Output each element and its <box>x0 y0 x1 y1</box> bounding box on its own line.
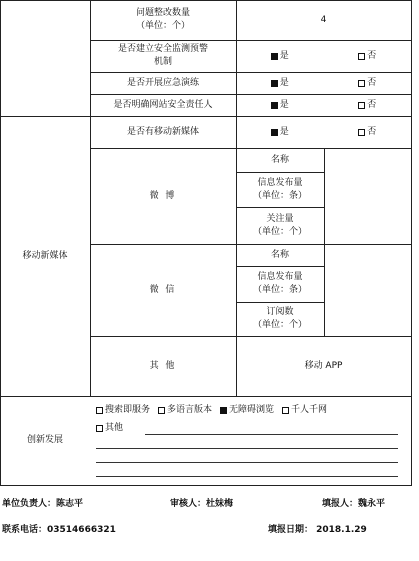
has-new-media-label: 是否有移动新媒体 <box>126 126 199 137</box>
checkbox-checked-icon <box>271 129 278 136</box>
unit-leader: 单位负责人：陈志平 <box>2 499 84 509</box>
checkbox-checked-icon <box>220 407 227 414</box>
checkbox-empty-icon <box>96 407 103 414</box>
emergency-drill-yes[interactable] <box>271 77 289 90</box>
weixin-name-label: 名称 <box>270 249 289 260</box>
emergency-drill-label: 是否开展应急演练 <box>126 77 199 88</box>
option-yes-label: 是 <box>279 126 289 137</box>
fill-date: 填报日期： 2018.1.29 <box>268 525 367 535</box>
reviewer: 审核人：杜妹梅 <box>170 499 234 509</box>
innovation-other-label: 其他 <box>105 422 124 433</box>
has-new-media-options <box>236 116 411 148</box>
checkbox-checked-icon <box>271 102 278 109</box>
weixin-label: 微 信 <box>149 284 177 295</box>
checkbox-empty-icon <box>158 407 165 414</box>
weixin-subscribe-line2: （单位：个） <box>252 320 307 330</box>
personalized-label: 千人千网 <box>291 404 328 415</box>
rectify-count-label <box>90 0 236 40</box>
innovation-options <box>92 402 410 418</box>
weixin-subscribe-value[interactable] <box>324 302 411 336</box>
rectify-count-label-line1: 问题整改数量 <box>135 8 190 18</box>
filler: 填报人：魏永平 <box>322 499 386 509</box>
grid-line <box>411 0 412 485</box>
weibo-label: 微 博 <box>149 190 177 201</box>
innovation-blank-line[interactable] <box>96 462 398 463</box>
weibo-publish-line2: （单位：条） <box>252 190 307 201</box>
monitor-warning-label-line2: 机制 <box>153 57 172 67</box>
checkbox-empty-icon <box>358 53 365 60</box>
weibo-follow-line1: 关注量 <box>266 213 294 224</box>
innovation-blank-line[interactable] <box>96 448 398 449</box>
safety-person-options <box>236 94 411 116</box>
rectify-count-value[interactable]: 4 <box>320 14 327 25</box>
weixin-name-value[interactable] <box>324 244 411 266</box>
rectify-count-label-line2: （单位：个） <box>135 21 190 31</box>
weibo-publish-label <box>236 172 324 207</box>
option-no-label: 否 <box>367 126 377 137</box>
personalized-option[interactable] <box>282 404 327 417</box>
option-no-label: 否 <box>367 99 377 110</box>
option-yes-label: 是 <box>279 77 289 88</box>
grid-line <box>0 485 412 486</box>
weibo-follow-value[interactable] <box>324 207 411 244</box>
accessibility-option[interactable] <box>220 404 274 417</box>
mobile-media-section-label: 移动新媒体 <box>22 250 68 261</box>
contact-phone: 联系电话：03514666321 <box>2 525 116 535</box>
checkbox-empty-icon <box>96 425 103 432</box>
search-service-label: 搜索即服务 <box>105 404 151 415</box>
safety-person-no[interactable] <box>358 99 376 112</box>
checkbox-empty-icon <box>282 407 289 414</box>
checkbox-empty-icon <box>358 102 365 109</box>
weixin-publish-value[interactable] <box>324 266 411 302</box>
safety-person-label: 是否明确网站安全责任人 <box>113 99 213 110</box>
weixin-subscribe-label <box>236 302 324 336</box>
checkbox-empty-icon <box>358 80 365 87</box>
option-no-label: 否 <box>367 50 377 61</box>
weixin-publish-line2: （单位：条） <box>252 285 307 295</box>
weibo-follow-line2: （单位：个） <box>252 226 307 237</box>
has-new-media-yes[interactable] <box>271 126 289 139</box>
weibo-name-label: 名称 <box>270 154 289 165</box>
emergency-drill-options <box>236 72 411 94</box>
monitor-warning-options <box>236 40 411 72</box>
has-new-media-no[interactable] <box>358 126 376 139</box>
search-service-option[interactable] <box>96 404 150 417</box>
weibo-name-value[interactable] <box>324 148 411 172</box>
weixin-subscribe-line1: 订阅数 <box>266 307 294 317</box>
other-media-value[interactable]: 移动 APP <box>304 360 343 371</box>
emergency-drill-no[interactable] <box>358 77 376 90</box>
option-yes-label: 是 <box>279 99 289 110</box>
innovation-blank-line[interactable] <box>96 476 398 477</box>
weibo-follow-label <box>236 207 324 244</box>
innovation-other-line[interactable] <box>145 434 398 435</box>
monitor-warning-yes[interactable] <box>271 50 289 63</box>
weibo-publish-value[interactable] <box>324 172 411 207</box>
checkbox-checked-icon <box>271 80 278 87</box>
monitor-warning-label <box>90 40 236 72</box>
weixin-publish-line1: 信息发布量 <box>257 272 303 282</box>
checkbox-checked-icon <box>271 53 278 60</box>
multilingual-option[interactable] <box>158 404 212 417</box>
accessibility-label: 无障碍浏览 <box>229 404 275 415</box>
innovation-section-label: 创新发展 <box>26 435 63 445</box>
monitor-warning-no[interactable] <box>358 50 376 63</box>
option-yes-label: 是 <box>279 50 289 61</box>
option-no-label: 否 <box>367 77 377 88</box>
weixin-publish-label <box>236 266 324 302</box>
checkbox-empty-icon <box>358 129 365 136</box>
safety-person-yes[interactable] <box>271 99 289 112</box>
other-media-label: 其 他 <box>149 360 177 371</box>
weibo-publish-line1: 信息发布量 <box>257 177 303 188</box>
multilingual-label: 多语言版本 <box>167 404 213 415</box>
monitor-warning-label-line1: 是否建立安全监测预警 <box>117 44 208 54</box>
